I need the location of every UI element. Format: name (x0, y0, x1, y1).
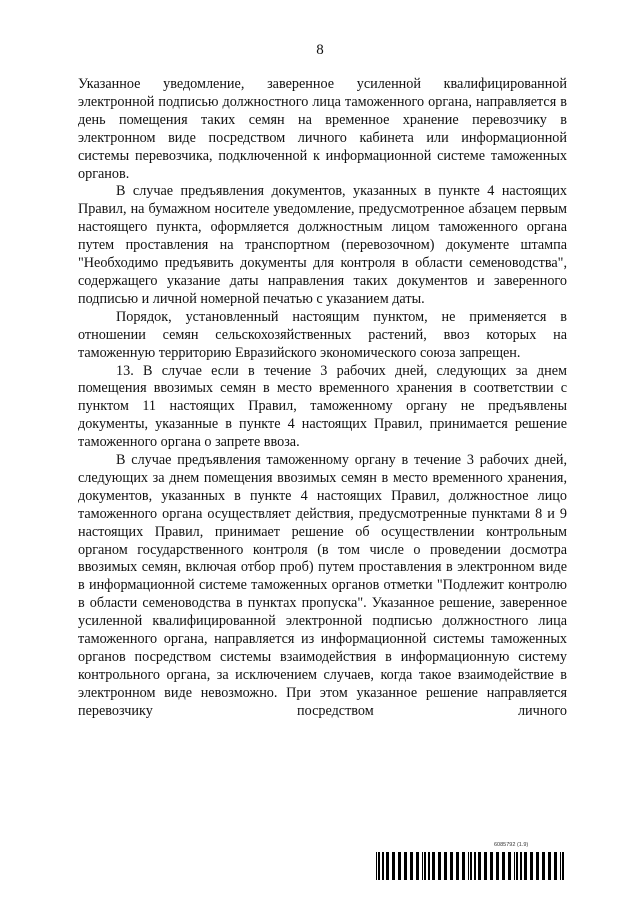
barcode-bar (404, 852, 407, 880)
barcode-bar (536, 852, 539, 880)
paragraph-4-item-13: 13. В случае если в течение 3 рабочих дней, следующих за днем помещения ввозимых семян в место временного хранения в соответствии с пунктом 11 настоящих Правил, таможенному органу не предъявлены документы, указанные в пункте 4 настоящих Правил, принимается решение таможенного органа о запрете ввоза. (78, 362, 567, 451)
barcode-bar (410, 852, 413, 880)
barcode-bar (456, 852, 459, 880)
barcode-bar (508, 852, 511, 880)
barcode-bar (422, 852, 423, 880)
barcode-bar (554, 852, 557, 880)
barcode-bar (562, 852, 564, 880)
document-code: 6085792 (1.9) (494, 842, 529, 848)
barcode-icon (376, 852, 566, 880)
paragraph-1: Указанное уведомление, заверенное усиленной квалифицированной электронной подписью должностного лица таможенного органа, направляется в день помещения таких семян на временное хранение перевозчику в электронном виде посредством личного кабинета или информационной системы перевозчика, подключенной к информационной системе таможенных органов. (78, 76, 567, 182)
barcode-bar (416, 852, 419, 880)
barcode-bar (376, 852, 377, 880)
barcode-bar (386, 852, 389, 880)
barcode-bar (524, 852, 527, 880)
barcode-bar (398, 852, 401, 880)
barcode-bar (548, 852, 551, 880)
barcode-bar (496, 852, 499, 880)
barcode-bar (392, 852, 395, 880)
paragraph-3: Порядок, установленный настоящим пунктом, не применяется в отношении семян сельскохозяйственных растений, ввоз которых на таможенную территорию Евразийского экономического союза запрещен. (78, 308, 567, 361)
barcode-bar (378, 852, 380, 880)
barcode-bar (520, 852, 522, 880)
barcode-bar (502, 852, 505, 880)
barcode-bar (484, 852, 487, 880)
barcode-bar (474, 852, 476, 880)
barcode-bar (428, 852, 430, 880)
paragraph-5: В случае предъявления таможенному органу в течение 3 рабочих дней, следующих за днем помещения ввозимых семян в место временного хранения, документов, указанных в пункте 4 настоящих Правил, должностное лицо таможенного органа осуществляет действия, предусмотренные пунктами 8 и 9 настоящих Правил, принимает решение об осуществлении контрольным органом государственного контроля (в том числе о проведении досмотра ввозимых семян, включая отбор проб) путем проставления в электронном виде в информационной системе таможенных органов отметки "Подлежит контролю в области семеноводства в пунктах пропуска". Указанное решение, заверенное усиленной квалифицированной электронной подписью должностного лица таможенного органа, направляется из информационной системы таможенных органов посредством системы взаимодействия в информационную систему контрольного органа, за исключением случаев, когда такое взаимодействие в электронном виде невозможно. При этом указанное решение направляется перевозчику посредством личного (78, 452, 567, 719)
barcode-bar (432, 852, 435, 880)
barcode-bar (490, 852, 493, 880)
paragraph-2: В случае предъявления документов, указанных в пункте 4 настоящих Правил, на бумажном носителе уведомление, предусмотренное абзацем первым настоящего пункта, оформляется должностным лицом таможенного органа путем проставления на транспортном (перевозочном) документе штампа "Необходимо предъявить документы для контроля в области семеноводства", содержащего указание даты направления таких документов и заверенного подписью и личной номерной печатью с указанием даты. (78, 183, 567, 307)
barcode-bar (560, 852, 561, 880)
barcode-bar (514, 852, 515, 880)
barcode-bar (462, 852, 465, 880)
barcode-bar (424, 852, 426, 880)
barcode-bar (530, 852, 533, 880)
barcode-bar (470, 852, 472, 880)
barcode-bar (542, 852, 545, 880)
barcode-bar (468, 852, 469, 880)
barcode-bar (438, 852, 441, 880)
barcode-bar (478, 852, 481, 880)
barcode-bar (516, 852, 518, 880)
document-body (78, 76, 567, 721)
barcode-bar (450, 852, 453, 880)
barcode-bar (382, 852, 384, 880)
page-number: 8 (316, 42, 324, 58)
barcode-bar (444, 852, 447, 880)
